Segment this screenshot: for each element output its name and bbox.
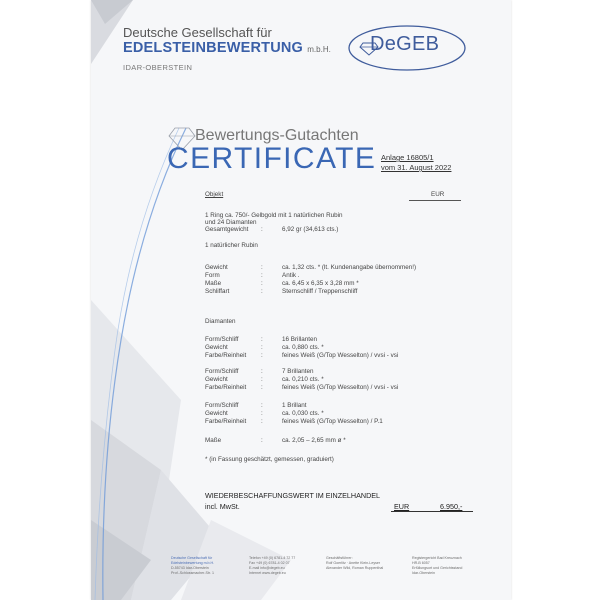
diamond-group-2-color-value: feines Weiß (G/Top Wesselton) / vvsi - vsi xyxy=(282,384,399,391)
diamond-group-1-form-value: 16 Brillanten xyxy=(282,336,318,343)
footer-register xyxy=(412,556,462,576)
object-description-1: 1 Ring ca. 750/- Gelbgold mit 1 natürlichen Rubin xyxy=(205,212,343,219)
diamond-size-label: Maße xyxy=(205,437,222,444)
diamond-group-2-form-value: 7 Brillanten xyxy=(282,368,314,375)
diamond-group-3-color-sep: : xyxy=(261,418,263,425)
footer-contact-email: E-mail info@degeb.eu xyxy=(249,566,285,570)
certificate-sheet xyxy=(91,0,511,600)
diamond-size-value: ca. 2,05 – 2,65 mm ø * xyxy=(282,437,346,444)
company-name-bold xyxy=(123,40,331,56)
total-weight-value: 6,92 gr (34,613 cts.) xyxy=(282,226,339,233)
ruby-form-label: Form xyxy=(205,272,220,279)
footer-company-line-1: Deutsche Gesellschaft für xyxy=(171,556,213,560)
ruby-form-value: Antik . xyxy=(282,272,300,279)
ruby-cut-value: Sternschliff / Treppenschliff xyxy=(282,288,358,295)
company-location: IDAR-OBERSTEIN xyxy=(123,63,193,72)
footer-register-3: Erfüllungsort und Gerichtsstand xyxy=(412,566,463,570)
diamond-group-2-weight-value: ca. 0,210 cts. * xyxy=(282,376,324,383)
annex-date: vom 31. August 2022 xyxy=(381,163,452,172)
footer-company-line-3: D-55743 Idar-Oberstein xyxy=(171,566,209,570)
diamond-group-1-form-sep: : xyxy=(261,336,263,343)
ruby-cut-label: Schliffart xyxy=(205,288,230,295)
diamond-group-3-form-sep: : xyxy=(261,402,263,409)
total-weight-sep: : xyxy=(261,226,263,233)
footer-company xyxy=(171,556,214,576)
diamond-group-1-weight-label: Gewicht xyxy=(205,344,228,351)
footer-management-3: Alexander Wild, Roman Ruppenthal xyxy=(326,566,384,570)
diamond-group-1-color-sep: : xyxy=(261,352,263,359)
object-description-2: und 24 Diamanten xyxy=(205,219,257,226)
replacement-value-currency: EUR xyxy=(394,502,410,511)
diamond-group-2-color-label: Farbe/Reinheit xyxy=(205,384,247,391)
ruby-weight-value: ca. 1,32 cts. * (lt. Kundenangabe übernommen!) xyxy=(282,264,417,271)
replacement-value-heading: WIEDERBESCHAFFUNGSWERT IM EINZELHANDEL xyxy=(205,491,381,500)
diamond-group-1-weight-value: ca. 0,880 cts. * xyxy=(282,344,324,351)
footer-contact-phone: Telefon +49 (0) 6781-4 72 77 xyxy=(249,556,296,560)
diamond-group-2-form-label: Form/Schliff xyxy=(205,368,239,375)
ruby-heading: 1 natürlicher Rubin xyxy=(205,242,258,249)
ruby-form-sep: : xyxy=(261,272,263,279)
ruby-size-label: Maße xyxy=(205,280,222,287)
ruby-size-value: ca. 6,45 x 6,35 x 3,28 mm * xyxy=(282,280,359,287)
footnote: * (in Fassung geschätzt, gemessen, graduiert) xyxy=(205,456,334,463)
diamond-group-3-color-value: feines Weiß (G/Top Wesselton) / P.1 xyxy=(282,418,383,425)
replacement-value-amount: 6.950,- xyxy=(440,502,463,511)
diamond-group-1-weight-sep: : xyxy=(261,344,263,351)
diamond-group-2-weight-label: Gewicht xyxy=(205,376,228,383)
company-suffix: m.b.H. xyxy=(307,45,331,54)
company-name-bold-text: EDELSTEINBEWERTUNG xyxy=(123,40,304,56)
ruby-size-sep: : xyxy=(261,280,263,287)
diamond-size-sep: : xyxy=(261,437,263,444)
object-currency-label: EUR xyxy=(431,191,445,198)
diamond-group-3-color-label: Farbe/Reinheit xyxy=(205,418,247,425)
diamonds-heading: Diamanten xyxy=(205,318,236,325)
amount-underline xyxy=(391,511,473,512)
currency-underline xyxy=(409,200,461,201)
ruby-weight-sep: : xyxy=(261,264,263,271)
annex-reference xyxy=(381,153,451,173)
diamond-group-3-form-label: Form/Schliff xyxy=(205,402,239,409)
footer-register-4: Idar-Oberstein xyxy=(412,571,435,575)
footer-register-1: Registergericht Bad Kreuznach xyxy=(412,556,462,560)
footer-management-2: Rolf Goerlitz · Anette Klein-Leyser xyxy=(326,561,381,565)
annex-number: Anlage 16805/1 xyxy=(381,153,434,162)
diamond-group-3-weight-value: ca. 0,030 cts. * xyxy=(282,410,324,417)
diamond-group-3-form-value: 1 Brillant xyxy=(282,402,307,409)
footer-company-line-4: Prof.-Schlossmacher-Str. 1 xyxy=(171,571,214,575)
diamond-group-2-form-sep: : xyxy=(261,368,263,375)
footer-contact-web: Internet www.degeb.eu xyxy=(249,571,286,575)
footer-management xyxy=(326,556,383,571)
diamond-group-3-weight-sep: : xyxy=(261,410,263,417)
replacement-value-vat: incl. MwSt. xyxy=(205,502,240,511)
diamond-group-3-weight-label: Gewicht xyxy=(205,410,228,417)
footer-register-2: HR-B 6057 xyxy=(412,561,430,565)
footer-management-1: Geschäftsführer: xyxy=(326,556,353,560)
diamond-group-1-form-label: Form/Schliff xyxy=(205,336,239,343)
total-weight-label: Gesamtgewicht xyxy=(205,226,249,233)
certificate-title-de: Bewertungs-Gutachten xyxy=(195,127,359,144)
footer-company-line-2: Edelsteinbewertung m.b.H. xyxy=(171,561,215,565)
footer-contact-fax: Fax +49 (0) 6781-4 02 07 xyxy=(249,561,290,565)
ruby-weight-label: Gewicht xyxy=(205,264,228,271)
company-name-line: Deutsche Gesellschaft für xyxy=(123,25,272,40)
object-label: Objekt xyxy=(205,191,224,198)
ruby-cut-sep: : xyxy=(261,288,263,295)
logo-text: DeGEB xyxy=(370,33,440,55)
footer-contact xyxy=(249,556,295,576)
diamond-group-2-color-sep: : xyxy=(261,384,263,391)
diamond-group-1-color-label: Farbe/Reinheit xyxy=(205,352,247,359)
diamond-group-1-color-value: feines Weiß (G/Top Wesselton) / vvsi - vsi xyxy=(282,352,399,359)
diamond-group-2-weight-sep: : xyxy=(261,376,263,383)
certificate-title-en: CERTIFICATE xyxy=(167,142,377,175)
